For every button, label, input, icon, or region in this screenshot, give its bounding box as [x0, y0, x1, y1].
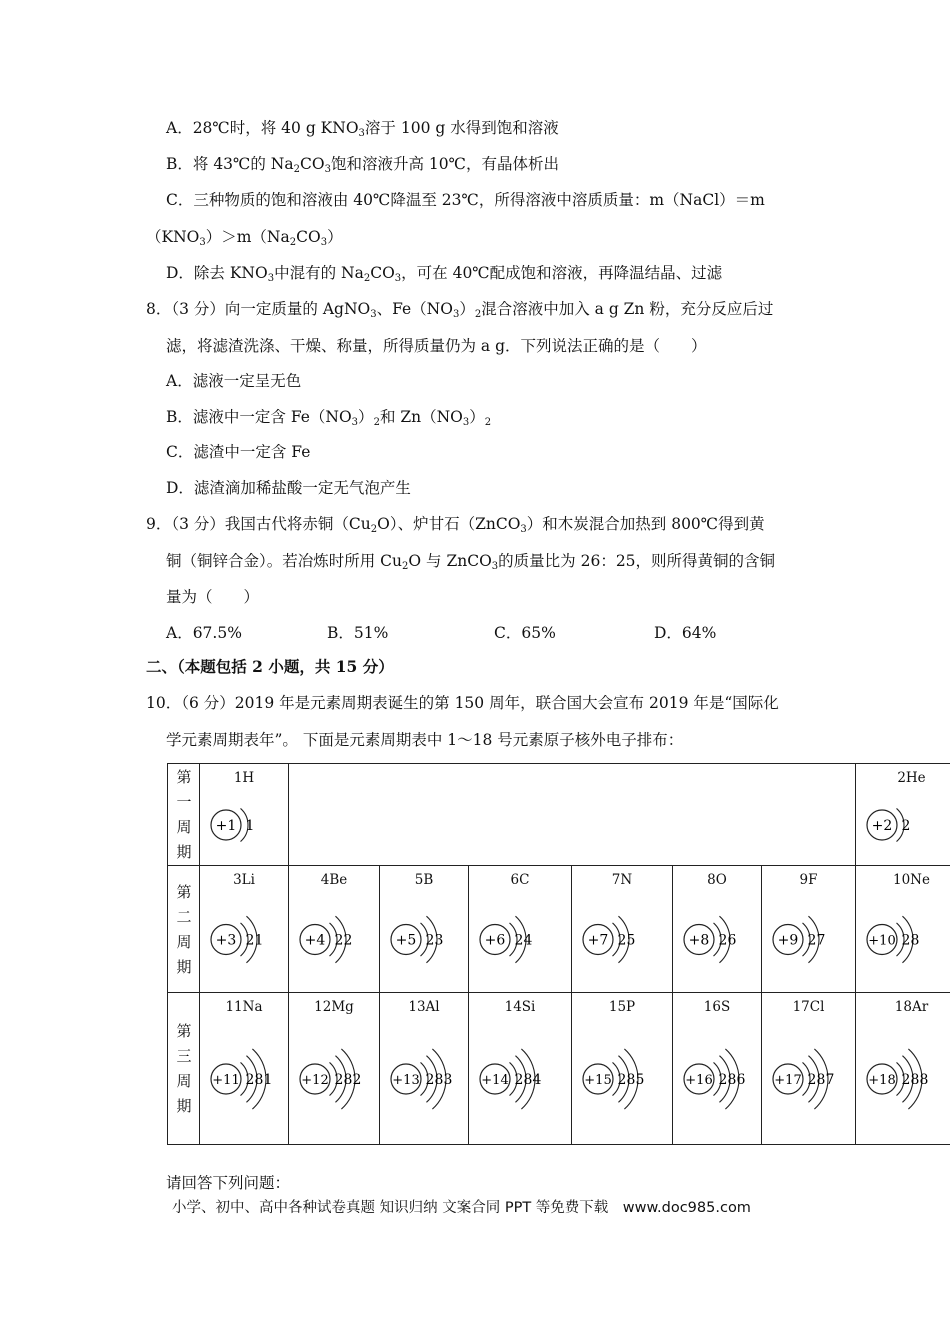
subscript: 3	[370, 309, 377, 320]
electron-count: 2	[718, 1072, 728, 1088]
subscript: 3	[320, 237, 328, 248]
nucleus-charge: +2	[871, 818, 893, 834]
element-cell	[199, 865, 289, 993]
electron-shell-diagram	[862, 786, 950, 860]
nucleus-charge: +17	[774, 1073, 802, 1088]
period-label: 第 二 周 期	[176, 882, 192, 976]
electron-count: 8	[910, 1072, 920, 1088]
electron-count: 2	[334, 932, 344, 949]
nucleus-charge: +12	[301, 1073, 329, 1088]
element-cell	[571, 992, 673, 1145]
nucleus-charge: +4	[304, 932, 326, 949]
q8-stem-line2: 滤，将滤渣洗涤、干燥、称量，所得质量仍为 a g．下列说法正确的是（ ）	[166, 337, 707, 355]
q7-option-b: B．将 43℃的 $Na_2CO_3$饱和溶液升高 10℃，有晶体析出	[166, 155, 559, 175]
subscript: 2	[363, 273, 371, 284]
electron-count: 2	[514, 932, 524, 949]
q9-stem-line1: 9．（3 分）我国古代将赤铜$(Cu_2O)$、炉甘石（ZnCO$_3$）和木炭混合加热到 800℃得到黄	[146, 515, 765, 535]
electron-count: 2	[617, 932, 627, 949]
period-label: 第 一 周 期	[176, 768, 192, 861]
element-cell	[379, 865, 469, 993]
q8-option-b: B．滤液中一定含 $Fe(NO_3)_2$和 $Zn(NO_3)_2$	[166, 408, 492, 428]
electron-shell-diagram	[679, 1015, 771, 1139]
element-symbol: 9F	[799, 872, 818, 888]
electron-count: 8	[910, 932, 920, 949]
element-symbol: 10Ne	[893, 872, 930, 888]
electron-count: 8	[254, 1072, 264, 1088]
element-symbol: 4Be	[320, 872, 348, 888]
element-cell	[761, 865, 856, 993]
nucleus-charge: +10	[868, 933, 896, 949]
element-symbol: 15P	[608, 999, 636, 1015]
element-cell	[855, 865, 950, 993]
electron-shell-diagram	[679, 888, 771, 987]
electron-count: 2	[334, 1072, 344, 1088]
nucleus-charge: +11	[212, 1073, 240, 1088]
nucleus-charge: +15	[584, 1073, 612, 1088]
electron-count: 2	[901, 1072, 911, 1088]
electron-count: 5	[626, 932, 636, 949]
electron-count: 2	[352, 1072, 362, 1088]
element-symbol: 14Si	[504, 999, 536, 1015]
q8-option-c: C．滤渣中一定含 Fe	[166, 443, 311, 461]
element-symbol: 8O	[707, 872, 727, 888]
element-cell	[288, 992, 380, 1145]
nucleus-charge: +9	[777, 932, 799, 949]
element-symbol: 12Mg	[314, 999, 354, 1015]
electron-shell-diagram	[768, 1015, 860, 1139]
q8-option-d: D．滤渣滴加稀盐酸一定无气泡产生	[166, 479, 411, 497]
electron-shell-diagram	[386, 1015, 478, 1139]
electron-count: 2	[807, 932, 817, 949]
subscript: 3	[351, 417, 359, 428]
q7-option-a: A．28℃时，将 40 g $KNO_3$溶于 100 g 水得到饱和溶液	[166, 119, 559, 139]
element-cell	[672, 992, 762, 1145]
element-symbol: 16S	[703, 999, 731, 1015]
electron-count: 8	[343, 1072, 353, 1088]
electron-count: 2	[718, 932, 728, 949]
subscript: 3	[324, 164, 331, 175]
footer-watermark: 小学、初中、高中各种试卷真题 知识归纳 文案合同 PPT 等免费下载 www.doc985.com	[172, 1200, 751, 1216]
subscript: 3	[452, 309, 460, 320]
period-label-cell	[167, 865, 200, 993]
q10-stem-line1: 10．（6 分）2019 年是元素周期表诞生的第 150 周年，联合国大会宣布 2019 年是“国际化	[146, 694, 779, 712]
electron-count: 2	[514, 1072, 524, 1088]
electron-count: 8	[919, 1072, 929, 1088]
electron-shell-diagram	[206, 1015, 298, 1139]
electron-count: 3	[443, 1072, 453, 1088]
electron-shell-diagram	[862, 888, 950, 987]
q7-option-d: D．除去 $KNO_3$中混有的 $Na_2CO_3$，可在 40℃配成饱和溶液，再降温结晶、过滤	[166, 264, 723, 284]
q9-option-c: C．65%	[494, 624, 556, 642]
electron-shell-diagram	[295, 888, 387, 987]
element-symbol: 3Li	[233, 872, 255, 888]
electron-count: 2	[343, 932, 353, 949]
q9-option-a: A．67.5%	[166, 624, 242, 642]
element-symbol: 17Cl	[792, 999, 825, 1015]
electron-shell-diagram	[386, 888, 478, 987]
q10-stem-line2: 学元素周期表年”。 下面是元素周期表中 1～18 号元素原子核外电子排布：	[166, 731, 684, 749]
electron-count: 2	[901, 818, 911, 834]
electron-count: 6	[736, 1072, 746, 1088]
electron-count: 4	[532, 1072, 542, 1088]
element-cell	[855, 992, 950, 1145]
subscript: 2	[370, 524, 378, 535]
element-symbol: 1H	[233, 770, 255, 786]
element-cell	[672, 865, 762, 993]
electron-count: 8	[816, 1072, 826, 1088]
electron-shell-diagram	[206, 786, 298, 860]
q8-option-a: A．滤液一定呈无色	[166, 372, 302, 390]
nucleus-charge: +18	[868, 1073, 896, 1088]
element-symbol: 18Ar	[894, 999, 929, 1015]
subscript: 3	[462, 417, 470, 428]
element-cell	[288, 865, 380, 993]
nucleus-charge: +8	[688, 932, 710, 949]
element-symbol: 6C	[510, 872, 530, 888]
element-cell	[468, 992, 572, 1145]
electron-count: 6	[727, 932, 737, 949]
subscript: 2	[293, 164, 300, 175]
element-symbol: 7N	[611, 872, 633, 888]
electron-count: 8	[434, 1072, 444, 1088]
nucleus-charge: +6	[484, 932, 506, 949]
element-cell	[571, 865, 673, 993]
electron-shell-diagram	[578, 1015, 670, 1139]
subscript: 3	[394, 273, 402, 284]
element-cell	[379, 992, 469, 1145]
q7-option-c-line2: $(KNO_3)>m(Na_2CO_3)$	[146, 228, 343, 248]
electron-shell-diagram	[206, 888, 298, 987]
nucleus-charge: +5	[395, 932, 417, 949]
nucleus-charge: +13	[392, 1073, 420, 1088]
element-symbol: 5B	[414, 872, 434, 888]
electron-shell-diagram	[475, 888, 567, 987]
period-label-cell	[167, 992, 200, 1145]
q7-option-c-line1: C．三种物质的饱和溶液由 40℃降温至 23℃，所得溶液中溶质质量：m（NaCl）＝m	[166, 191, 765, 209]
electron-count: 8	[626, 1072, 636, 1088]
nucleus-charge: +7	[587, 932, 609, 949]
electron-count: 2	[425, 1072, 435, 1088]
electron-count: 2	[245, 932, 255, 949]
element-cell	[761, 992, 856, 1145]
electron-count: 7	[825, 1072, 835, 1088]
electron-shell-diagram	[475, 1015, 567, 1139]
period-label: 第 三 周 期	[176, 1022, 192, 1115]
electron-configuration-table	[167, 763, 950, 1144]
electron-count: 2	[617, 1072, 627, 1088]
empty-area	[288, 763, 856, 866]
q9-option-d: D．64%	[654, 624, 717, 642]
q9-stem-line3: 量为（ ）	[166, 588, 260, 606]
element-cell	[468, 865, 572, 993]
electron-count: 2	[901, 932, 911, 949]
electron-count: 8	[727, 1072, 737, 1088]
subscript: 2	[402, 561, 409, 572]
element-cell	[199, 763, 289, 866]
electron-count: 1	[254, 932, 264, 949]
q9-stem-line2: 铜（铜锌合金）。若冶炼时所用 $Cu_2O$ 与 ZnCO$_3$的质量比为 26：25，则所得黄铜的含铜	[166, 552, 776, 572]
electron-shell-diagram	[862, 1015, 950, 1139]
element-cell	[199, 992, 289, 1145]
section-heading: 二、（本题包括 2 小题，共 15 分）	[146, 657, 394, 676]
subscript: 3	[520, 524, 527, 535]
electron-shell-diagram	[295, 1015, 387, 1139]
period-label-cell	[167, 763, 200, 866]
electron-count: 2	[807, 1072, 817, 1088]
element-cell	[855, 763, 950, 866]
subscript: 2	[373, 417, 380, 428]
subscript: 3	[491, 561, 499, 572]
electron-count: 5	[635, 1072, 645, 1088]
electron-count: 3	[434, 932, 444, 949]
subscript: 2	[484, 417, 492, 428]
subscript: 2	[474, 309, 482, 320]
subscript: 3	[199, 237, 206, 248]
element-symbol: 2He	[897, 770, 926, 786]
subscript: 2	[289, 237, 297, 248]
nucleus-charge: +16	[685, 1073, 713, 1088]
electron-shell-diagram	[578, 888, 670, 987]
follow-up-prompt: 请回答下列问题：	[166, 1174, 291, 1192]
nucleus-charge: +3	[215, 932, 237, 949]
electron-count: 1	[245, 818, 255, 834]
electron-count: 2	[245, 1072, 255, 1088]
electron-count: 1	[263, 1072, 273, 1088]
nucleus-charge: +1	[215, 818, 237, 834]
nucleus-charge: +14	[481, 1073, 509, 1088]
electron-count: 4	[523, 932, 533, 949]
electron-count: 8	[523, 1072, 533, 1088]
element-symbol: 11Na	[225, 999, 263, 1015]
electron-count: 2	[425, 932, 435, 949]
element-symbol: 13Al	[408, 999, 440, 1015]
subscript: 3	[358, 128, 365, 139]
subscript: 3	[267, 273, 275, 284]
electron-count: 7	[816, 932, 826, 949]
q8-stem-line1: 8．（3 分）向一定质量的 AgNO$_3$、$Fe(NO_3)_2$混合溶液中加入 a g Zn 粉，充分反应后过	[146, 300, 774, 320]
electron-shell-diagram	[768, 888, 860, 987]
q9-option-b: B．51%	[327, 624, 389, 642]
